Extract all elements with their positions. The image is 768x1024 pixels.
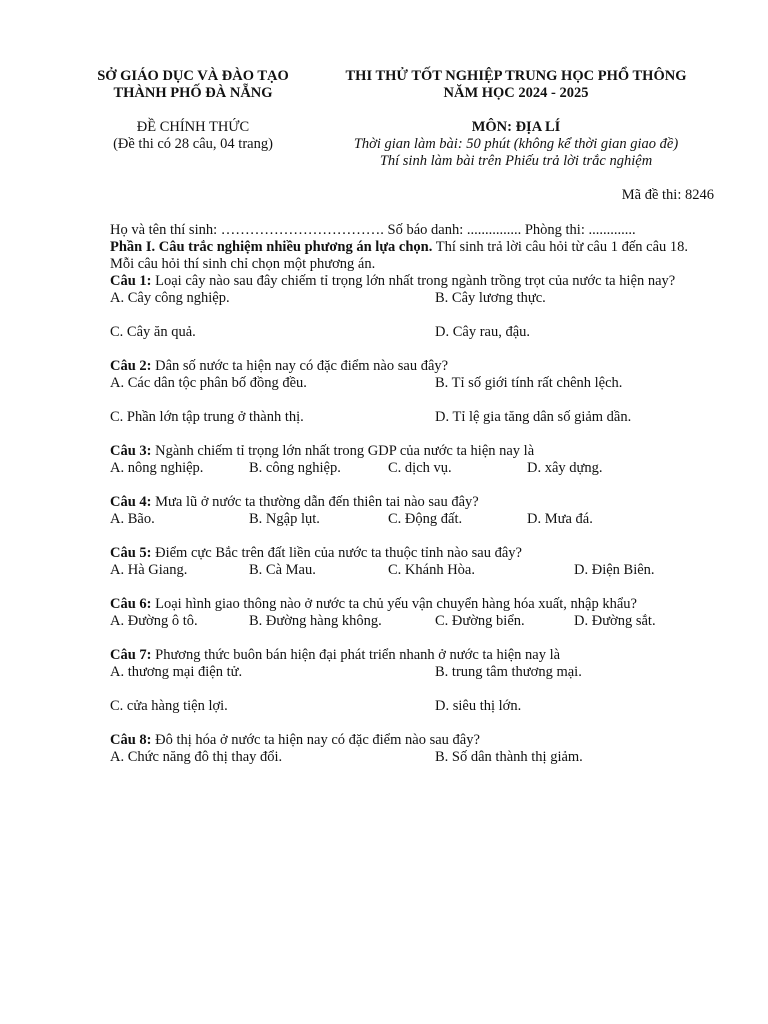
option-a: A. nông nghiệp. bbox=[110, 460, 204, 476]
part-title: Phần I. Câu trắc nghiệm nhiều phương án lựa chọn. bbox=[110, 239, 433, 255]
option-d: D. Đường sắt. bbox=[574, 613, 656, 629]
exam-code: Mã đề thi: 8246 bbox=[621, 187, 714, 203]
option-row bbox=[110, 409, 690, 426]
exam-header bbox=[0, 68, 768, 178]
option-row bbox=[110, 613, 690, 630]
exam-title-block bbox=[316, 68, 716, 170]
exam-page-note: (Đề thi có 28 câu, 04 trang) bbox=[113, 136, 273, 152]
issuer-block bbox=[84, 68, 302, 153]
question-label: Câu 2: bbox=[110, 358, 152, 374]
answer-instruction: Thí sinh làm bài trên Phiếu trả lời trắc nghiệm bbox=[379, 153, 653, 169]
option-b: B. Cà Mau. bbox=[249, 562, 316, 578]
part-instructions bbox=[110, 239, 690, 273]
option-row bbox=[110, 324, 690, 341]
option-a: A. Bão. bbox=[110, 511, 155, 527]
option-d: D. xây dựng. bbox=[527, 460, 603, 476]
option-row bbox=[110, 562, 690, 579]
subject-name: MÔN: ĐỊA LÍ bbox=[471, 119, 561, 135]
city-name: THÀNH PHỐ ĐÀ NẴNG bbox=[113, 85, 273, 101]
option-d: D. Tỉ lệ gia tăng dân số giảm dần. bbox=[435, 409, 632, 425]
exam-title: THI THỬ TỐT NGHIỆP TRUNG HỌC PHỔ THÔNG bbox=[345, 68, 687, 84]
question-label: Câu 1: bbox=[110, 273, 152, 289]
question-label: Câu 6: bbox=[110, 596, 152, 612]
option-c: C. Phần lớn tập trung ở thành thị. bbox=[110, 409, 304, 425]
question-text: Phương thức buôn bán hiện đại phát triển nhanh ở nước ta hiện nay là bbox=[151, 647, 561, 663]
question-text: Điểm cực Bắc trên đất liền của nước ta thuộc tỉnh nào sau đây? bbox=[151, 545, 522, 561]
option-c: C. Đường biển. bbox=[435, 613, 525, 629]
question-7 bbox=[110, 647, 690, 664]
question-text: Loại cây nào sau đây chiếm tỉ trọng lớn nhất trong ngành trồng trọt của nước ta hiện nay? bbox=[151, 273, 676, 289]
option-row bbox=[110, 664, 690, 681]
option-b: B. Đường hàng không. bbox=[249, 613, 382, 629]
option-a: A. Hà Giang. bbox=[110, 562, 188, 578]
option-d: D. siêu thị lớn. bbox=[435, 698, 522, 714]
question-text: Ngành chiếm tỉ trọng lớn nhất trong GDP của nước ta hiện nay là bbox=[151, 443, 535, 459]
department-name: SỞ GIÁO DỤC VÀ ĐÀO TẠO bbox=[97, 68, 289, 84]
part-description: Thí sinh trả lời câu hỏi từ câu 1 đến câu 18. Mỗi câu hỏi thí sinh chỉ chọn một phương án. bbox=[110, 239, 689, 272]
question-text: Mưa lũ ở nước ta thường dẫn đến thiên tai nào sau đây? bbox=[151, 494, 479, 510]
question-text: Loại hình giao thông nào ở nước ta chủ yếu vận chuyển hàng hóa xuất, nhập khẩu? bbox=[151, 596, 637, 612]
question-label: Câu 7: bbox=[110, 647, 152, 663]
option-b: B. Ngập lụt. bbox=[249, 511, 320, 527]
question-2 bbox=[110, 358, 690, 375]
question-label: Câu 4: bbox=[110, 494, 152, 510]
official-label: ĐỀ CHÍNH THỨC bbox=[136, 119, 250, 135]
option-b: B. Tỉ số giới tính rất chênh lệch. bbox=[435, 375, 623, 391]
option-a: A. Cây công nghiệp. bbox=[110, 290, 230, 306]
school-year: NĂM HỌC 2024 - 2025 bbox=[443, 85, 589, 101]
student-info-line: Họ và tên thí sinh: ……………………………. Số báo danh: ............... Phòng thi: ............. bbox=[110, 222, 636, 238]
option-b: B. Cây lương thực. bbox=[435, 290, 546, 306]
option-d: D. Mưa đá. bbox=[527, 511, 593, 527]
option-a: A. Đường ô tô. bbox=[110, 613, 198, 629]
option-a: A. Chức năng đô thị thay đổi. bbox=[110, 749, 283, 765]
option-d: D. Điện Biên. bbox=[574, 562, 655, 578]
question-4 bbox=[110, 494, 690, 511]
question-label: Câu 8: bbox=[110, 732, 152, 748]
option-row bbox=[110, 290, 690, 307]
option-row bbox=[110, 460, 690, 477]
time-limit: Thời gian làm bài: 50 phút (không kể thời gian giao đề) bbox=[353, 136, 679, 152]
exam-content bbox=[110, 222, 690, 783]
question-text: Dân số nước ta hiện nay có đặc điểm nào sau đây? bbox=[151, 358, 449, 374]
question-3 bbox=[110, 443, 690, 460]
option-row bbox=[110, 375, 690, 392]
question-1 bbox=[110, 273, 690, 290]
option-row bbox=[110, 511, 690, 528]
question-8 bbox=[110, 732, 690, 749]
question-label: Câu 3: bbox=[110, 443, 152, 459]
option-b: B. Số dân thành thị giảm. bbox=[435, 749, 583, 765]
question-6 bbox=[110, 596, 690, 613]
option-a: A. thương mại điện tử. bbox=[110, 664, 243, 680]
option-row bbox=[110, 749, 690, 766]
question-label: Câu 5: bbox=[110, 545, 152, 561]
option-row bbox=[110, 698, 690, 715]
question-5 bbox=[110, 545, 690, 562]
option-c: C. Khánh Hòa. bbox=[388, 562, 475, 578]
option-d: D. Cây rau, đậu. bbox=[435, 324, 531, 340]
option-c: C. dịch vụ. bbox=[388, 460, 452, 476]
option-b: B. trung tâm thương mại. bbox=[435, 664, 582, 680]
option-b: B. công nghiệp. bbox=[249, 460, 341, 476]
option-a: A. Các dân tộc phân bố đồng đều. bbox=[110, 375, 307, 391]
option-c: C. Cây ăn quả. bbox=[110, 324, 196, 340]
option-c: C. cửa hàng tiện lợi. bbox=[110, 698, 228, 714]
question-text: Đô thị hóa ở nước ta hiện nay có đặc điểm nào sau đây? bbox=[151, 732, 480, 748]
option-c: C. Động đất. bbox=[388, 511, 463, 527]
